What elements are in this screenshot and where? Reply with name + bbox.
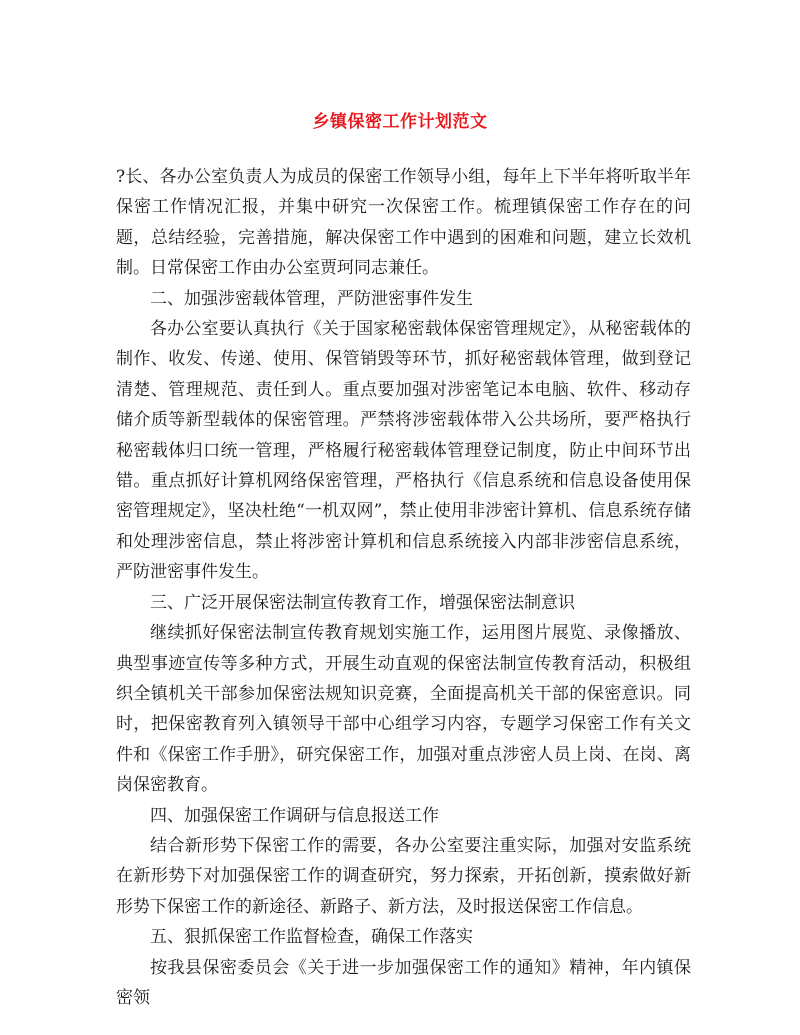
section-heading: 三、广泛开展保密法制宣传教育工作，增强保密法制意识 — [150, 592, 575, 613]
paragraph: ?长、各办公室负责人为成员的保密工作领导小组，每年上下半年将听取半年保密工作情况汇报，并集中研究一次保密工作。梳理镇保密工作存在的问题，总结经验，完善措施，解决保密工作中遇到的困难和问题，建立长效机制。日常保密工作由办公室贾珂同志兼任。 — [116, 167, 691, 279]
paragraph: 结合新形势下保密工作的需要，各办公室要注重实际，加强对安监系统在新形势下对加强保密工作的调查研究，努力探索，开拓创新，摸索做好新形势下保密工作的新途径、新路子、新方法，及时报送保密工作信息。 — [116, 835, 691, 917]
section-heading: 四、加强保密工作调研与信息报送工作 — [150, 805, 439, 826]
paragraph: 继续抓好保密法制宣传教育规划实施工作，运用图片展览、录像播放、典型事迹宣传等多种方式，开展生动直观的保密法制宣传教育活动，积极组织全镇机关干部参加保密法规知识竞赛，全面提高机关干部的保密意识。同时，把保密教育列入镇领导干部中心组学习内容，专题学习保密工作有关文件和《保密工作手册》，研究保密工作，加强对重点涉密人员上岗、在岗、离岗保密教育。 — [116, 623, 691, 796]
paragraph: 各办公室要认真执行《关于国家秘密载体保密管理规定》，从秘密载体的制作、收发、传递、使用、保管销毁等环节，抓好秘密载体管理，做到登记清楚、管理规范、责任到人。重点要加强对涉密笔记本电脑、软件、移动存储介质等新型载体的保密管理。严禁将涉密载体带入公共场所，要严格执行秘密载体归口统一管理，严格履行秘密载体管理登记制度，防止中间环节出错。重点抓好计算机网络保密管理，严格执行《信息系统和信息设备使用保密管理规定》，坚决杜绝“一机双网”，禁止使用非涉密计算机、信息系统存储和处理涉密信息，禁止将涉密计算机和信息系统接入内部非涉密信息系统，严防泄密事件发生。 — [116, 319, 691, 583]
section-heading: 五、狠抓保密工作监督检查，确保工作落实 — [150, 927, 473, 948]
document-body — [116, 162, 691, 1013]
paragraph: 按我县保密委员会《关于进一步加强保密工作的通知》精神，年内镇保密领 — [116, 957, 691, 1008]
section-heading: 二、加强涉密载体管理，严防泄密事件发生 — [150, 288, 473, 309]
document-title: 乡镇保密工作计划范文 — [312, 112, 488, 132]
